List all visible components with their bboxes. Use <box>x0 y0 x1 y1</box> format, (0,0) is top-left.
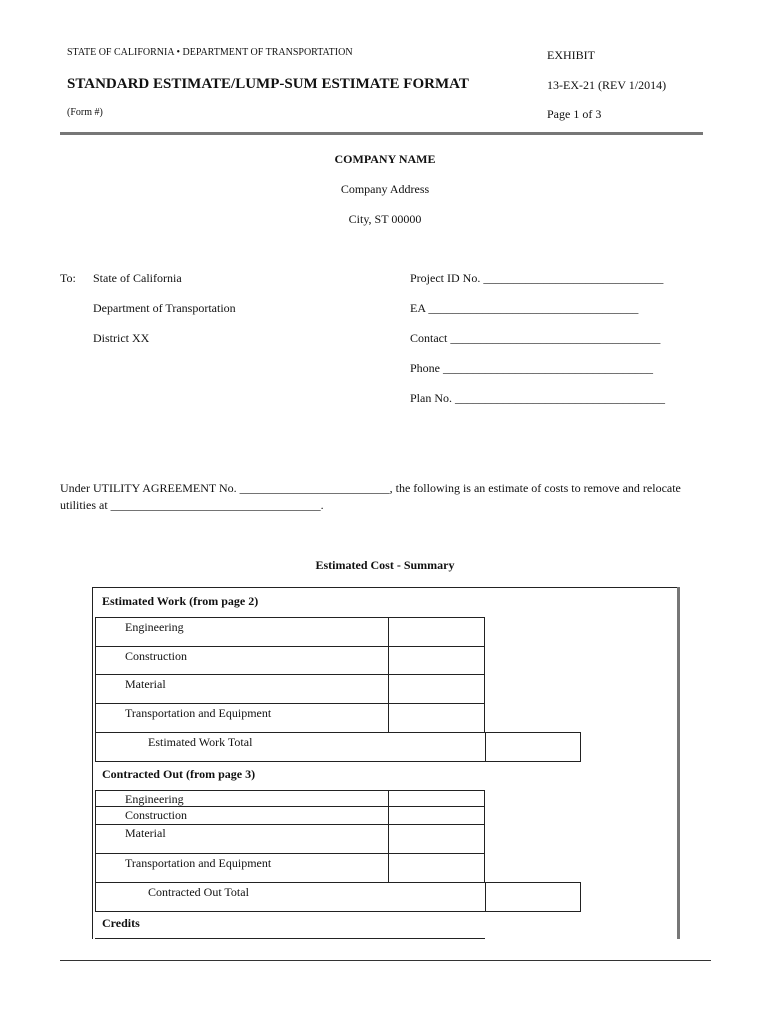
company-name: COMPANY NAME <box>334 152 436 166</box>
co-material-row <box>95 824 389 854</box>
ew-material-label: Material <box>125 677 166 691</box>
ew-construction-amount[interactable] <box>388 646 485 675</box>
co-transport-label: Transportation and Equipment <box>125 856 272 870</box>
ew-transport-label: Transportation and Equipment <box>125 706 272 720</box>
ew-engineering-amount[interactable] <box>388 617 485 647</box>
exhibit-number: 13-EX-21 (REV 1/2014) <box>547 78 667 92</box>
ew-construction-row <box>95 646 389 675</box>
company-city: City, ST 00000 <box>348 212 422 226</box>
table-top-border <box>92 587 679 588</box>
credits-underline <box>95 938 485 939</box>
credits-heading: Credits <box>102 916 140 930</box>
project-id-field[interactable]: Project ID No. ______________________________ <box>410 271 664 285</box>
co-engineering-row <box>95 790 389 807</box>
co-construction-amount[interactable] <box>388 806 485 825</box>
table-right-border <box>677 587 680 939</box>
ew-transport-amount[interactable] <box>388 703 485 733</box>
co-engineering-label: Engineering <box>125 792 184 806</box>
header-rule <box>60 132 703 135</box>
ew-total-label: Estimated Work Total <box>148 735 253 749</box>
contact-field[interactable]: Contact ___________________________________ <box>410 331 661 345</box>
footer-rule <box>60 960 711 961</box>
estimated-work-heading: Estimated Work (from page 2) <box>102 594 259 608</box>
to-line-3: District XX <box>93 331 150 345</box>
co-transport-row <box>95 853 389 883</box>
form-number: (Form #) <box>67 107 103 118</box>
company-address: Company Address <box>340 182 430 196</box>
ew-material-row <box>95 674 389 704</box>
ew-total-row <box>95 732 486 762</box>
agreement-line-2[interactable]: utilities at ___________________________________. <box>60 498 324 512</box>
phone-field[interactable]: Phone ___________________________________ <box>410 361 653 375</box>
exhibit-label: EXHIBIT <box>547 48 595 62</box>
to-line-1: State of California <box>93 271 182 285</box>
co-total-row <box>95 882 486 912</box>
to-label: To: <box>60 271 76 285</box>
contracted-out-heading: Contracted Out (from page 3) <box>102 767 256 781</box>
page-number: Page 1 of 3 <box>547 107 602 121</box>
agency-line: STATE OF CALIFORNIA • DEPARTMENT OF TRANSPORTATION <box>67 47 353 58</box>
ew-construction-label: Construction <box>125 649 187 663</box>
co-total-label: Contracted Out Total <box>148 885 249 899</box>
form-title: STANDARD ESTIMATE/LUMP-SUM ESTIMATE FORMAT <box>67 76 469 92</box>
co-material-amount[interactable] <box>388 824 485 854</box>
ew-material-amount[interactable] <box>388 674 485 704</box>
ew-engineering-row <box>95 617 389 647</box>
summary-heading: Estimated Cost - Summary <box>315 558 455 572</box>
ea-field[interactable]: EA ___________________________________ <box>410 301 639 315</box>
co-construction-label: Construction <box>125 808 187 822</box>
co-material-label: Material <box>125 826 166 840</box>
co-engineering-amount[interactable] <box>388 790 485 807</box>
ew-total-amount[interactable] <box>485 732 581 762</box>
co-transport-amount[interactable] <box>388 853 485 883</box>
co-construction-row <box>95 806 389 825</box>
to-line-2: Department of Transportation <box>93 301 236 315</box>
ew-engineering-label: Engineering <box>125 620 184 634</box>
agreement-line-1[interactable]: Under UTILITY AGREEMENT No. _________________________, the following is an estimate of costs to remove and relocate <box>60 481 681 495</box>
ew-transport-row <box>95 703 389 733</box>
co-total-amount[interactable] <box>485 882 581 912</box>
table-left-border <box>92 587 93 939</box>
plan-no-field[interactable]: Plan No. ___________________________________ <box>410 391 665 405</box>
